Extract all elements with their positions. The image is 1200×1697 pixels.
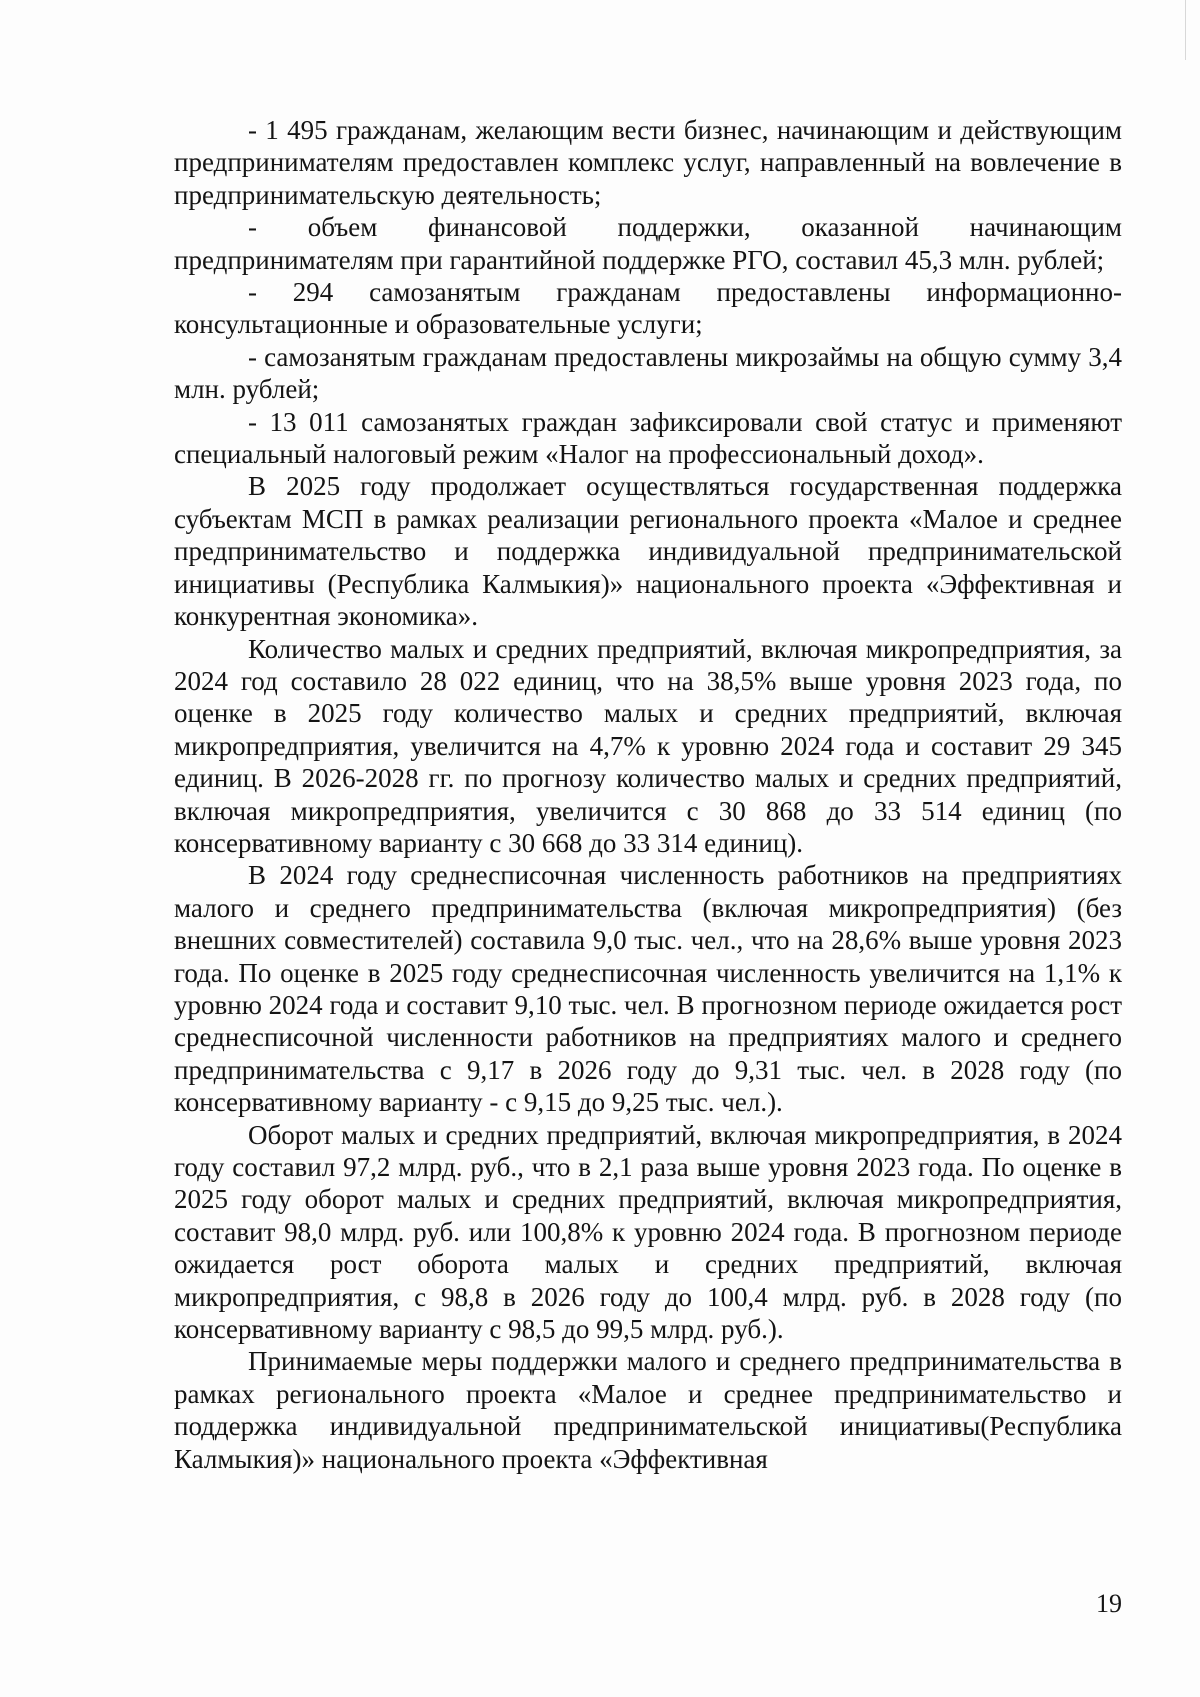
paragraph-regional-project: В 2025 году продолжает осуществляться государственная поддержка субъектам МСП в рамках реализации регионального проекта «Малое и среднее предпринимательство и поддержка индивидуальной предпринимательской инициативы (Республика Калмыкия)» национального проекта «Эффективная и конкурентная экономика». bbox=[174, 471, 1122, 632]
paragraph-employee-count: В 2024 году среднесписочная численность работников на предприятиях малого и среднего предпринимательства (включая микропредприятия) (без внешних совместителей) составила 9,0 тыс. чел., что на 28,6% выше уровня 2023 года. По оценке в 2025 году среднесписочная численность увеличится на 1,1% к уровню 2024 года и составит 9,10 тыс. чел. В прогнозном периоде ожидается рост среднесписочной численности работников на предприятиях малого и среднего предпринимательства с 9,17 в 2026 году до 9,31 тыс. чел. в 2028 году (по консервативному варианту - с 9,15 до 9,25 тыс. чел.). bbox=[174, 860, 1122, 1118]
paragraph-enterprise-count: Количество малых и средних предприятий, включая микропредприятия, за 2024 год составило 28 022 единиц, что на 38,5% выше уровня 2023 года, по оценке в 2025 году количество малых и средних предприятий, включая микропредприятия, увеличится на 4,7% к уровню 2024 года и составит 29 345 единиц. В 2026-2028 гг. по прогнозу количество малых и средних предприятий, включая микропредприятия, увеличится с 30 868 до 33 514 единиц (по консервативному варианту с 30 668 до 33 314 единиц). bbox=[174, 633, 1122, 858]
paragraph-turnover: Оборот малых и средних предприятий, включая микропредприятия, в 2024 году составил 97,2 млрд. руб., что в 2,1 раза выше уровня 2023 года. По оценке в 2025 году оборот малых и средних предприятий, включая микропредприятия, составит 98,0 млрд. руб. или 100,8% к уровню 2024 года. В прогнозном периоде ожидается рост оборота малых и средних предприятий, включая микропредприятия, с 98,8 в 2026 году до 100,4 млрд. руб. в 2028 году (по консервативному варианту с 98,5 до 99,5 млрд. руб.). bbox=[174, 1119, 1122, 1345]
bullet-paragraph-rgo-support: - объем финансовой поддержки, оказанной начинающим предпринимателям при гарантийной поддержке РГО, составил 45,3 млн. рублей; bbox=[174, 212, 1122, 275]
bullet-paragraph-microloans: - самозанятым гражданам предоставлены микрозаймы на общую сумму 3,4 млн. рублей; bbox=[174, 341, 1122, 405]
scan-edge-mark bbox=[1185, 0, 1186, 60]
bullet-paragraph-tax-regime: - 13 011 самозанятых граждан зафиксировали свой статус и применяют специальный налоговый режим «Налог на профессиональный доход». bbox=[174, 406, 1122, 470]
body-text bbox=[174, 114, 1122, 1475]
bullet-paragraph-entrepreneur-services: - 1 495 гражданам, желающим вести бизнес, начинающим и действующим предпринимателям предоставлен комплекс услуг, направленный на вовлечение в предпринимательскую деятельность; bbox=[174, 115, 1122, 210]
bullet-paragraph-self-employed-consulting: - 294 самозанятым гражданам предоставлены информационно-консультационные и образовательные услуги; bbox=[174, 277, 1122, 340]
paragraph-support-measures: Принимаемые меры поддержки малого и среднего предпринимательства в рамках регионального проекта «Малое и среднее предпринимательство и поддержка индивидуальной предпринимательской инициативы(Республика Калмыкия)» национального проекта «Эффективная bbox=[174, 1346, 1122, 1474]
page-number: 19 bbox=[1096, 1589, 1122, 1618]
